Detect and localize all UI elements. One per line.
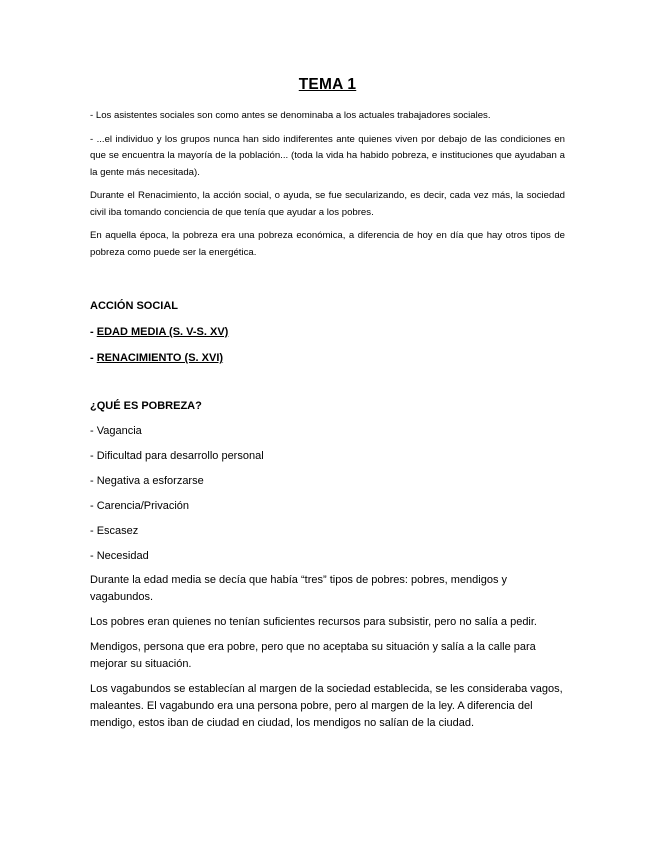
pobreza-item-vagancia: - Vagancia [90, 425, 142, 437]
closing-paragraph-3: Mendigos, persona que era pobre, pero que no aceptaba su situación y salía a la calle para mejorar su situación. [90, 641, 536, 670]
accion-social-item-edad-media [90, 324, 565, 340]
intro-paragraph-4: En aquella época, la pobreza era una pobreza económica, a diferencia de hoy en día que hay otros tipos de pobreza como puede ser la energética. [90, 230, 565, 258]
pobreza-item-dificultad: - Dificultad para desarrollo personal [90, 450, 264, 462]
item-prefix: - [90, 326, 97, 338]
item-label: RENACIMIENTO (S. XVI) [96, 352, 224, 364]
intro-paragraph-3: Durante el Renacimiento, la acción social, o ayuda, se fue secularizando, es decir, cada vez más, la sociedad civil iba tomando conciencia de que tenía que ayudar a los pobres. [90, 190, 565, 218]
pobreza-item-carencia: - Carencia/Privación [90, 500, 190, 512]
closing-paragraph-2: Los pobres eran quienes no tenían suficientes recursos para subsistir, pero no salía a pedir. [90, 616, 537, 628]
pobreza-item-negativa: - Negativa a esforzarse [90, 475, 204, 487]
closing-paragraph-4: Los vagabundos se establecían al margen de la sociedad establecida, se les consideraba vagos, maleantes. El vagabundo era una persona pobre, pero al margen de la ley. A diferencia del mendigo, estos iban de ciudad en ciudad, los mendigos no salían de la ciudad. [90, 683, 563, 729]
intro-paragraph-2: - ...el individuo y los grupos nunca han sido indiferentes ante quienes viven por debajo de las condiciones en que se encuentra la mayoría de la población... (toda la vida ha habido pobreza, e instituciones que ayudaban a la gente más necesitada). [90, 133, 565, 178]
page-title: TEMA 1 [298, 76, 357, 93]
accion-social-item-renacimiento [90, 350, 565, 366]
pobreza-item-necesidad: - Necesidad [90, 550, 149, 562]
section-heading-pobreza: ¿QUÉ ES POBREZA? [90, 400, 202, 412]
section-heading-accion-social: ACCIÓN SOCIAL [90, 300, 178, 312]
pobreza-item-escasez: - Escasez [90, 525, 139, 537]
intro-paragraph-1: - Los asistentes sociales son como antes se denominaba a los actuales trabajadores sociales. [90, 110, 491, 121]
item-label: EDAD MEDIA (S. V-S. XV) [96, 326, 229, 338]
closing-paragraph-1: Durante la edad media se decía que había “tres” tipos de pobres: pobres, mendigos y vagabundos. [90, 574, 508, 603]
item-prefix: - [90, 352, 97, 364]
